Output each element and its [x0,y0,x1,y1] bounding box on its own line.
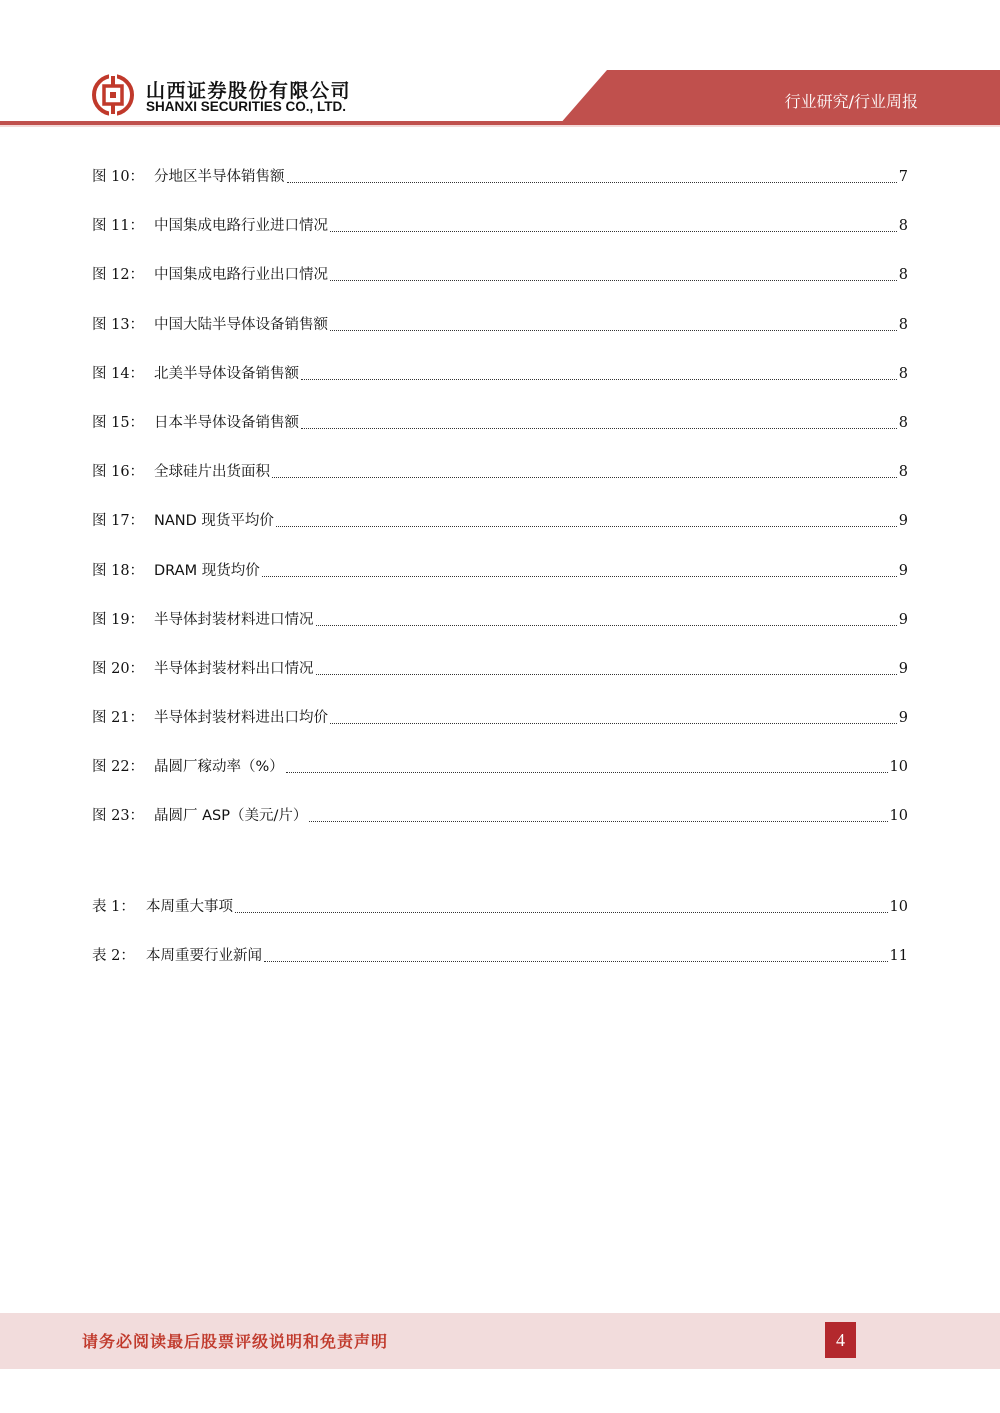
company-logo-icon [92,74,134,116]
toc-entry-page: 8 [898,365,908,382]
toc-entry-title: 半导体封装材料进出口均价 [154,710,328,727]
toc-entry[interactable] [92,165,908,189]
toc-entry[interactable] [92,755,908,779]
toc-table-entry[interactable] [92,944,908,968]
toc-leader-dots [262,575,897,577]
toc-leader-dots [301,427,897,429]
toc-leader-dots [309,820,887,822]
toc-entry-page: 7 [898,169,908,185]
page-footer [0,1313,1000,1369]
toc-entry-label: 图 18： [92,562,145,579]
toc-entry-page: 10 [889,808,908,825]
toc-entry-title: 本周重大事项 [146,898,233,915]
toc-leader-dots [330,722,897,724]
toc-entry-title: 北美半导体设备销售额 [154,365,299,382]
page-number: 4 [825,1322,856,1358]
toc-entry-title: 半导体封装材料出口情况 [154,660,314,677]
toc-entry[interactable] [92,657,908,681]
toc-leader-dots [286,771,888,773]
toc-entry-title: 中国集成电路行业进口情况 [154,218,328,235]
toc-leader-dots [316,624,897,626]
toc-entry-title: 半导体封装材料进口情况 [154,611,314,628]
toc-entry-title: DRAM 现货均价 [154,562,260,579]
toc-entry-title: 分地区半导体销售额 [154,169,285,185]
toc-leader-dots [276,525,897,527]
toc-entry-page: 9 [898,562,908,579]
toc-entry-label: 图 17： [92,513,145,530]
toc-entry-label: 表 1： [92,898,135,915]
toc-leader-dots [264,960,888,962]
toc-entry[interactable] [92,509,908,533]
toc-entry-title: 中国集成电路行业出口情况 [154,267,328,284]
toc-entry-title: 中国大陆半导体设备销售额 [154,316,328,333]
toc-table-entry[interactable] [92,895,908,919]
disclaimer-notice: 请务必阅读最后股票评级说明和免责声明 [82,1332,389,1351]
report-type: 行业研究/行业周报 [784,92,918,111]
toc-leader-dots [287,181,897,183]
toc-entry-label: 图 16： [92,464,145,481]
toc-entry-page: 11 [889,947,908,964]
toc-entry-label: 图 21： [92,710,145,727]
toc-leader-dots [330,230,897,232]
toc-entry-page: 9 [898,710,908,727]
toc-entry[interactable] [92,608,908,632]
toc-entry-label: 图 20： [92,660,145,677]
toc-entry-page: 10 [889,759,908,776]
toc-entry-label: 图 11： [92,218,145,235]
toc-entry-label: 图 10： [92,169,145,185]
toc-entry-title: 全球硅片出货面积 [154,464,270,481]
toc-section-gap [92,854,908,895]
toc-entry-label: 图 22： [92,759,145,776]
toc-entry[interactable] [92,362,908,386]
toc-entry-page: 10 [889,898,908,915]
toc-entry-label: 图 19： [92,611,145,628]
toc-entry-page: 8 [898,218,908,235]
toc-leader-dots [316,673,897,675]
toc-entry-page: 8 [898,464,908,481]
toc-entry-page: 9 [898,660,908,677]
toc-entry-title: NAND 现货平均价 [154,513,274,530]
toc-entry-page: 9 [898,513,908,530]
toc-entry[interactable] [92,559,908,583]
company-name-cn: 山西证券股份有限公司 [146,80,352,102]
toc-entry[interactable] [92,804,908,828]
toc-entry-title: 日本半导体设备销售额 [154,414,299,431]
toc-entry-label: 图 14： [92,365,145,382]
toc-leader-dots [272,476,897,478]
company-name-en: SHANXI SECURITIES CO., LTD. [146,99,347,114]
toc-entry[interactable] [92,411,908,435]
toc-leader-dots [301,378,897,380]
toc-entry[interactable] [92,706,908,730]
header-band [0,0,1000,135]
toc-entry-label: 图 15： [92,414,145,431]
toc-leader-dots [330,329,897,331]
toc-entry-page: 8 [898,267,908,284]
toc-entry[interactable] [92,460,908,484]
toc-entry-label: 图 23： [92,808,145,825]
toc-entry[interactable] [92,214,908,238]
toc-entry-title: 晶圆厂 ASP（美元/片） [154,808,308,825]
toc-entry[interactable] [92,313,908,337]
toc-entry-title: 晶圆厂稼动率（%） [154,759,284,776]
toc-entry-label: 图 12： [92,267,145,284]
toc-entry-page: 8 [898,414,908,431]
toc-entry-label: 图 13： [92,316,145,333]
figure-table-of-contents [92,165,908,993]
toc-entry-page: 9 [898,611,908,628]
toc-leader-dots [235,911,888,913]
toc-entry-label: 表 2： [92,947,135,964]
toc-entry-title: 本周重要行业新闻 [146,947,262,964]
page-header [0,0,1000,135]
toc-entry[interactable] [92,263,908,287]
toc-entry-page: 8 [898,316,908,333]
toc-leader-dots [330,279,897,281]
